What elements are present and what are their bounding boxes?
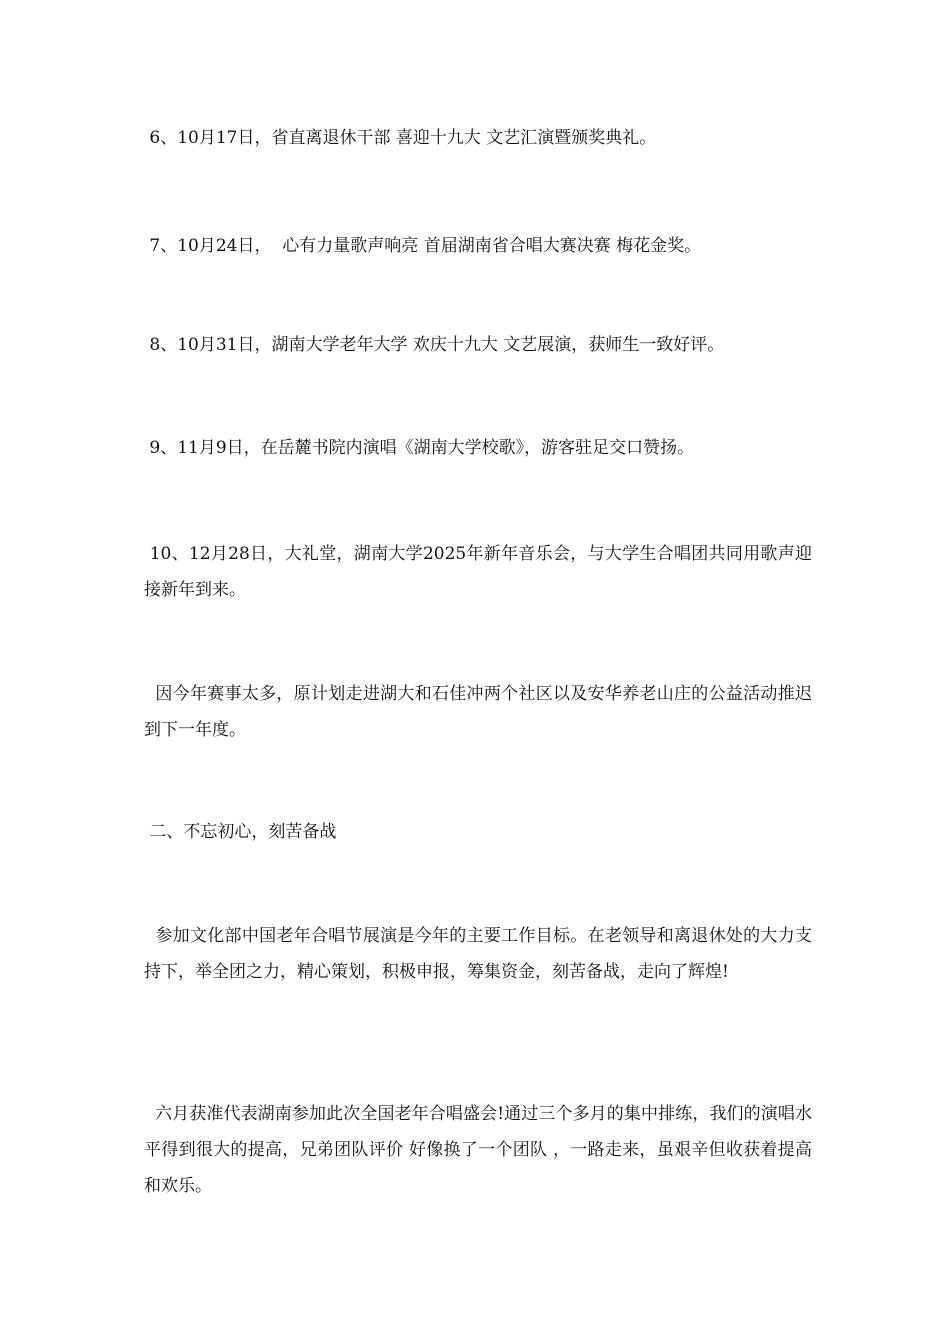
section-heading: 二、不忘初心，刻苦备战 xyxy=(144,822,337,842)
paragraph-item-7: 7、10月24日， 心有力量歌声响亮 首届湖南省合唱大赛决赛 梅花金奖。 xyxy=(144,236,702,256)
paragraph-postponed-activities: 因今年赛事太多，原计划走进湖大和石佳冲两个社区以及安华养老山庄的公益活动推迟到下一年度。 xyxy=(144,684,813,740)
paragraph-item-9: 9、11月9日，在岳麓书院内演唱《湖南大学校歌》，游客驻足交口赞扬。 xyxy=(144,438,695,458)
paragraph-item-8: 8、10月31日，湖南大学老年大学 欢庆十九大 文艺展演，获师生一致好评。 xyxy=(144,335,725,355)
paragraph-work-goal: 参加文化部中国老年合唱节展演是今年的主要工作目标。在老领导和离退休处的大力支持下，举全团之力，精心策划，积极申报，筹集资金，刻苦备战，走向了辉煌! xyxy=(144,926,813,982)
paragraph-item-10: 10、12月28日，大礼堂，湖南大学2025年新年音乐会，与大学生合唱团共同用歌声迎接新年到来。 xyxy=(144,544,812,600)
paragraph-june-approval: 六月获准代表湖南参加此次全国老年合唱盛会!通过三个多月的集中排练，我们的演唱水平得到很大的提高，兄弟团队评价 好像换了一个团队 ，一路走来，虽艰辛但收获着提高和欢乐。 xyxy=(144,1104,812,1196)
paragraph-item-6: 6、10月17日，省直离退休干部 喜迎十九大 文艺汇演暨颁奖典礼。 xyxy=(144,128,657,148)
